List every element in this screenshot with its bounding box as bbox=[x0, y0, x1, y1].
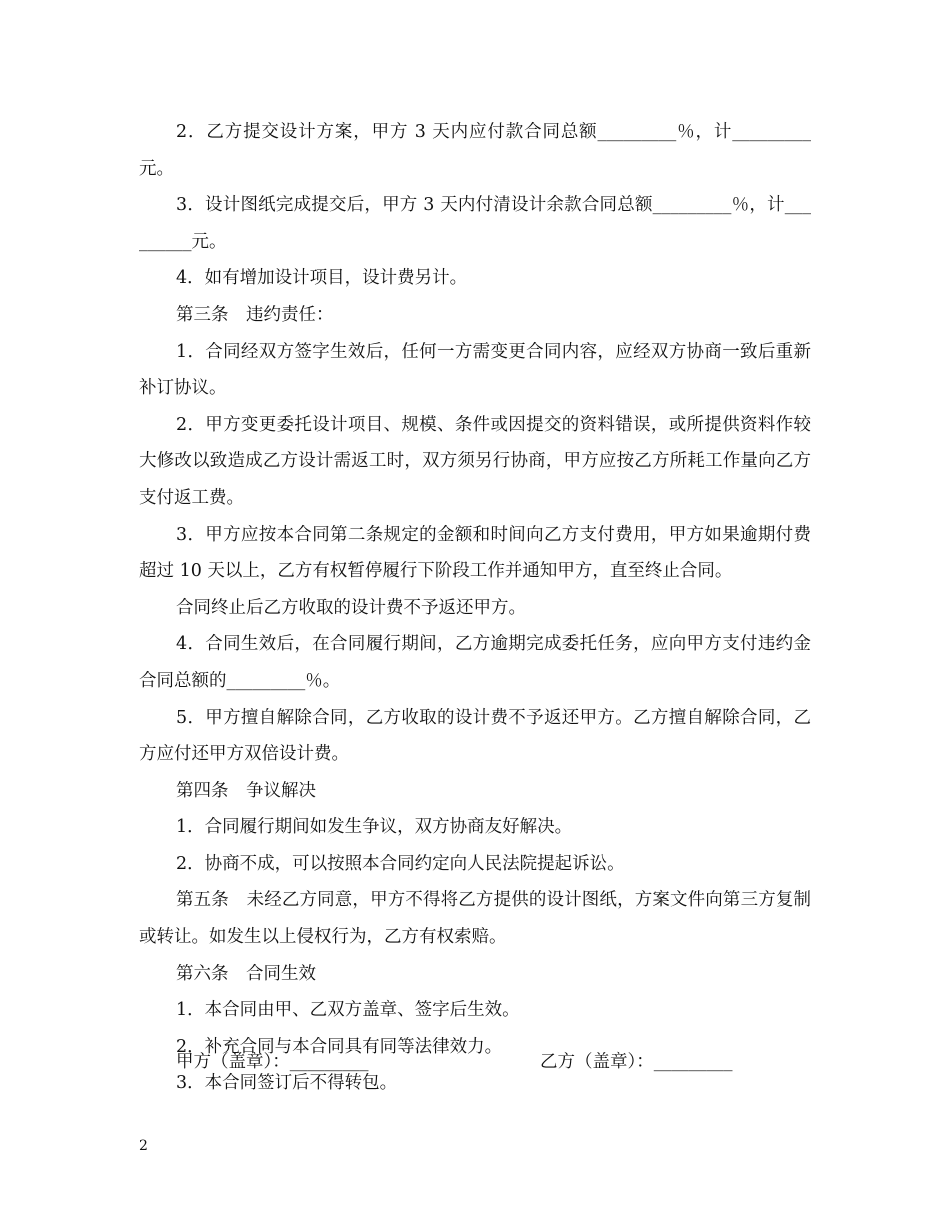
paragraph-breach-1: 1．合同经双方签字生效后，任何一方需变更合同内容，应经双方协商一致后重新补订协议。 bbox=[139, 341, 811, 399]
paragraph-breach-3-note: 合同终止后乙方收取的设计费不予返还甲方。 bbox=[176, 597, 526, 618]
heading-article-4: 第四条 争议解决 bbox=[176, 780, 316, 801]
paragraph-effect-2: 2．补充合同与本合同具有同等法律效力。 bbox=[176, 1036, 503, 1057]
contract-body bbox=[139, 114, 811, 1102]
paragraph-breach-3: 3．甲方应按本合同第二条规定的金额和时间向乙方支付费用，甲方如果逾期付费超过 10 天以上，乙方有权暂停履行下阶段工作并通知甲方，直至终止合同。 bbox=[139, 524, 811, 582]
paragraph-breach-5: 5．甲方擅自解除合同，乙方收取的设计费不予返还甲方。乙方擅自解除合同，乙方应付还甲方双倍设计费。 bbox=[139, 707, 811, 765]
party-b-seal: 乙方（盖章）：_________ bbox=[540, 1052, 733, 1072]
paragraph-dispute-1: 1．合同履行期间如发生争议，双方协商友好解决。 bbox=[176, 817, 573, 838]
paragraph-payment-4: 4．如有增加设计项目，设计费另计。 bbox=[176, 268, 468, 289]
paragraph-effect-1: 1．本合同由甲、乙双方盖章、签字后生效。 bbox=[176, 1000, 520, 1021]
paragraph-breach-2: 2．甲方变更委托设计项目、规模、条件或因提交的资料错误，或所提供资料作较大修改以致造成乙方设计需返工时，双方须另行协商，甲方应按乙方所耗工作量向乙方支付返工费。 bbox=[139, 414, 811, 508]
paragraph-dispute-2: 2．协商不成，可以按照本合同约定向人民法院提起诉讼。 bbox=[176, 853, 625, 874]
paragraph-article-5: 第五条 未经乙方同意，甲方不得将乙方提供的设计图纸，方案文件向第三方复制或转让。如发生以上侵权行为，乙方有权索赔。 bbox=[139, 890, 811, 948]
party-a-seal: 甲方（盖章）：_________ bbox=[176, 1052, 369, 1072]
page-number: 2 bbox=[139, 1138, 148, 1154]
paragraph-payment-3: 3．设计图纸完成提交后，甲方 3 天内付清设计余款合同总额_________％，计_________元。 bbox=[139, 195, 811, 252]
paragraph-payment-2: 2．乙方提交设计方案，甲方 3 天内应付款合同总额_________％，计_________元。 bbox=[139, 122, 811, 179]
paragraph-breach-4: 4．合同生效后，在合同履行期间，乙方逾期完成委托任务，应向甲方支付违约金合同总额的_________％。 bbox=[139, 634, 811, 691]
signature-row bbox=[176, 1044, 816, 1080]
heading-article-3: 第三条 违约责任： bbox=[176, 304, 334, 325]
heading-article-6: 第六条 合同生效 bbox=[176, 963, 316, 984]
paragraph-effect-3: 3．本合同签订后不得转包。 bbox=[176, 1073, 398, 1094]
